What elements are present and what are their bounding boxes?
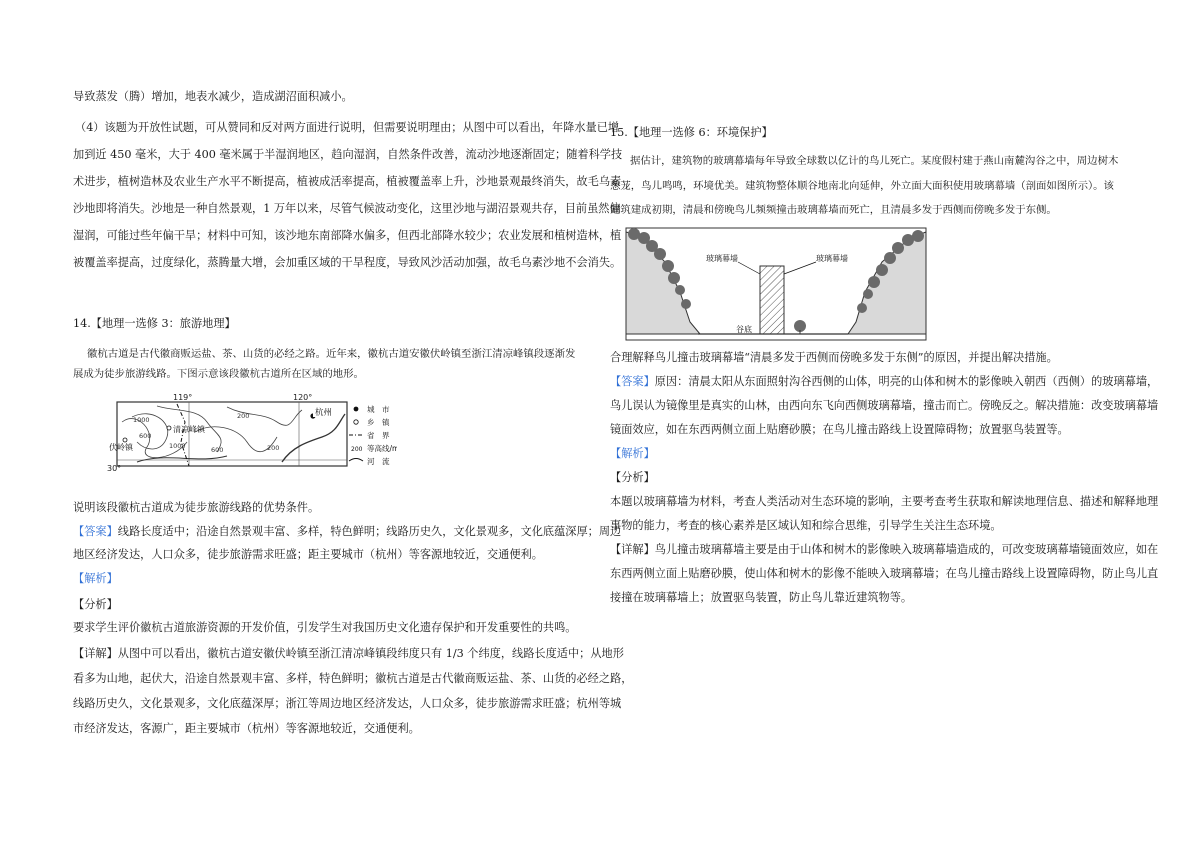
town-marker-qingliangfeng <box>167 426 171 430</box>
q13-text-line: 加到近 450 毫米，大于 400 毫米属于半湿润地区，趋向湿润，自然条件改善，流动沙地逐渐固定；随着科学技 <box>73 148 623 161</box>
building <box>760 266 784 334</box>
contour-label: 600 <box>211 446 224 454</box>
legend-city-symbol <box>354 407 359 412</box>
q14-question: 说明该段徽杭古道成为徒步旅游线路的优势条件。 <box>73 501 320 514</box>
answer-tag: 【答案】 <box>73 525 118 538</box>
q13-text-line: （4）该题为开放性试题，可从赞同和反对两方面进行说明，但需要说明理由；从图中可以看出，年降水量已增 <box>75 121 620 134</box>
q15-answer-line: 镜面效应，如在东西两侧立面上贴磨砂膜；在鸟儿撞击路线上设置障碍物；放置驱鸟装置等。 <box>610 423 1069 436</box>
q15-answer-line-1 <box>610 374 1158 390</box>
label-glass-wall-west: 玻璃幕墙 <box>706 254 738 263</box>
q14-material-line: 展成为徒步旅游线路。下图示意该段徽杭古道所在区域的地形。 <box>73 368 364 380</box>
q13-text-line: 沙地即将消失。沙地是一种自然景观，1 万年以来，尽管气候波动变化，这里沙地与湖沼景观共存，目前虽然偏 <box>73 202 621 215</box>
valley-cross-section <box>620 222 930 344</box>
q14-detail-line: 看多为山地，起伏大，沿途自然景观丰富、多样，特色鲜明；徽杭古道是古代徽商贩运盐、茶、山货的必经之路， <box>73 672 633 685</box>
q14-fenxi-text: 要求学生评价徽杭古道旅游资源的开发价值，引发学生对我国历史文化遗存保护和开发重要性的共鸣。 <box>73 621 577 634</box>
q15-material-line: 葱茏，鸟儿鸣鸣，环境优美。建筑物整体顺谷地南北向延伸，外立面大面积使用玻璃幕墙（剖面如图所示）。该 <box>610 180 1114 192</box>
q14-detail-line: 【详解】从图中可以看出，徽杭古道安徽伏岭镇至浙江清凉峰镇段纬度只有 1/3 个纬度，线路长度适中；从地形 <box>73 647 624 660</box>
legend-town-label: 乡 镇 <box>367 418 390 427</box>
contour-label: 200 <box>267 444 280 452</box>
jiexi-tag: 【解析】 <box>73 572 118 585</box>
town-marker-fuling <box>123 438 127 442</box>
label-glass-wall-east: 玻璃幕墙 <box>816 254 848 263</box>
fenxi-tag: 【分析】 <box>610 471 655 484</box>
q15-detail-line: 东西两侧立面上贴磨砂膜，使山体和树木的影像不能映入玻璃幕墙；在鸟儿撞击路线上设置障碍物，防止鸟儿直 <box>610 567 1159 580</box>
topographic-map <box>77 392 397 484</box>
q14-material-line: 徽杭古道是古代徽商贩运盐、茶、山货的必经之路。近年来，徽杭古道安徽伏岭镇至浙江清凉峰镇段逐渐发 <box>87 348 576 360</box>
valley-cross-section-svg <box>620 222 930 344</box>
contour-label: 1000 <box>133 416 150 424</box>
contour-label: 200 <box>237 412 250 420</box>
label-valley-floor: 谷底 <box>736 325 752 334</box>
q13-text-line: 湿润，可能过些年偏干旱；材料中可知，该沙地东南部降水偏多，但西北部降水较少；农业发展和植树造林，植 <box>73 229 622 242</box>
fenxi-tag: 【分析】 <box>73 598 118 611</box>
q14-detail-line: 市经济发达，客源广，距主要城市（杭州）等客源地较近，交通便利。 <box>73 722 420 735</box>
legend-river-symbol <box>349 459 363 462</box>
legend-contour-value: 200 <box>351 446 363 453</box>
city-label-hangzhou: 杭州 <box>315 408 333 418</box>
jiexi-tag: 【解析】 <box>610 447 655 460</box>
legend-boundary-label: 省 界 <box>367 431 390 440</box>
legend-contour-label: 等高线/m <box>367 444 397 453</box>
q14-heading: 14.【地理一选修 3：旅游地理】 <box>73 317 236 330</box>
town-label-fuling: 伏岭镇 <box>109 443 133 452</box>
lon-label-119: 119° <box>173 393 193 402</box>
q14-answer-line-1 <box>73 524 621 540</box>
q13-text-line: 被覆盖率提高，过度绿化，蒸腾量大增，会加重区域的干旱程度，导致风沙活动加强，故毛乌素沙地不会消失。 <box>73 256 622 269</box>
lon-label-120: 120° <box>293 393 313 402</box>
map-frame <box>117 402 347 466</box>
q15-material-line: 建筑建成初期，清晨和傍晚鸟儿频频撞击玻璃幕墙而死亡，且清晨多发于西侧而傍晚多发于东侧。 <box>610 204 1057 216</box>
q15-detail-line: 接撞在玻璃幕墙上；放置驱鸟装置，防止鸟儿靠近建筑物等。 <box>610 591 913 604</box>
q13-text-line: 导致蒸发（腾）增加，地表水减少，造成湖沼面积减小。 <box>73 90 353 103</box>
legend-city-label: 城 市 <box>367 405 390 414</box>
q13-text-line: 术进步，植树造林及农业生产水平不断提高，植被成活率提高，植被覆盖率上升，沙地景观最终消失，故毛乌素 <box>73 175 622 188</box>
q15-fenxi-line: 事物的能力，考查的核心素养是区域认知和综合思维，引导学生关注生态环境。 <box>610 519 1002 532</box>
answer-tag: 【答案】 <box>610 375 655 388</box>
q14-answer-line-2: 地区经济发达，人口众多，徒步旅游需求旺盛；距主要城市（杭州）等客源地较近，交通便利。 <box>73 548 543 561</box>
lat-label-30: 30° <box>107 464 122 473</box>
topographic-map-svg <box>77 392 397 484</box>
legend-town-symbol <box>354 420 358 424</box>
q15-question: 合理解释鸟儿撞击玻璃幕墙“清晨多发于西侧而傍晚多发于东侧”的原因，并提出解决措施。 <box>610 351 1058 364</box>
q15-answer-line: 鸟儿误认为镜像里是真实的山林，由西向东飞向西侧玻璃幕墙，撞击而亡。傍晚反之。解决措施：改变玻璃幕墙 <box>610 399 1159 412</box>
answer-text: 原因：清晨太阳从东面照射沟谷西侧的山体，明亮的山体和树木的影像映入朝西（西侧）的玻璃幕墙， <box>654 375 1159 388</box>
q15-detail-line: 【详解】鸟儿撞击玻璃幕墙主要是由于山体和树木的影像映入玻璃幕墙造成的，可改变玻璃幕墙镜面效应，如在 <box>610 543 1159 556</box>
town-label-qingliangfeng: 清凉峰镇 <box>173 425 205 434</box>
q15-material-line: 据估计，建筑物的玻璃幕墙每年导致全球数以亿计的鸟儿死亡。某度假村建于燕山南麓沟谷之中，周边树木 <box>630 155 1119 167</box>
contour-label: 1000 <box>169 442 186 450</box>
answer-text: 线路长度适中；沿途自然景观丰富、多样，特色鲜明；线路历史久，文化景观多，文化底蕴深厚；周边 <box>117 525 622 538</box>
contour-label: 600 <box>139 432 152 440</box>
q15-fenxi-line: 本题以玻璃幕墙为材料，考查人类活动对生态环境的影响，主要考查考生获取和解读地理信息、描述和解释地理 <box>610 495 1159 508</box>
legend-river-label: 河 流 <box>367 457 390 466</box>
q15-heading: 15.【地理一选修 6：环境保护】 <box>610 126 773 139</box>
q14-detail-line: 线路历史久，文化景观多，文化底蕴深厚；浙江等周边地区经济发达，人口众多，徒步旅游需求旺盛；杭州等城 <box>73 697 622 710</box>
